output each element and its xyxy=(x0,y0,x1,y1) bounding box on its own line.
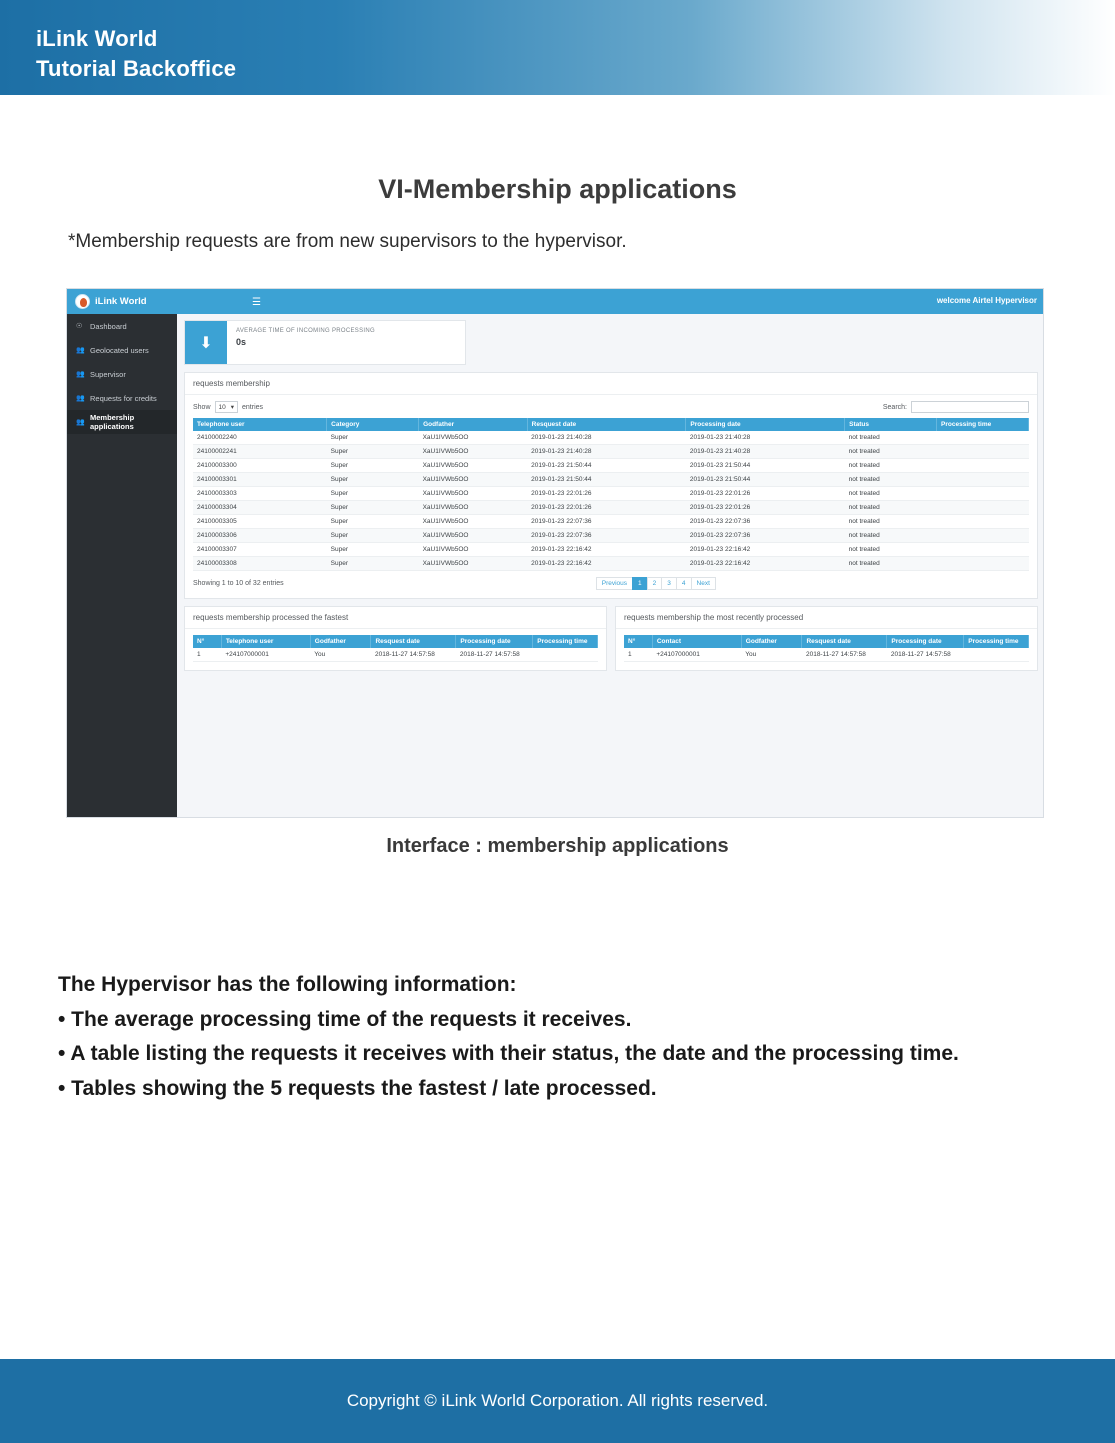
table-header-row xyxy=(624,635,1029,648)
pagination-previous[interactable]: Previous xyxy=(596,577,633,590)
cell-godfather: XaU1IVWb5OO xyxy=(419,431,528,445)
table-row[interactable] xyxy=(624,648,1029,662)
cell-category: Super xyxy=(327,431,419,445)
bullet-item: • Tables showing the 5 requests the fastest / late processed. xyxy=(58,1076,657,1100)
cell-category: Super xyxy=(327,473,419,487)
secondary-panels xyxy=(184,606,1038,678)
app-topbar xyxy=(67,289,1044,314)
entries-label: entries xyxy=(242,403,264,411)
column-header[interactable]: N° xyxy=(624,635,652,648)
cell-telephone-user: 24100003301 xyxy=(193,473,327,487)
column-header[interactable]: Category xyxy=(327,418,419,431)
cell-processing-time xyxy=(937,473,1029,487)
pagination-page-3[interactable]: 3 xyxy=(661,577,677,590)
users-icon: 👥 xyxy=(76,371,85,378)
table-row[interactable] xyxy=(193,515,1029,529)
chevron-down-icon: ▾ xyxy=(230,404,235,411)
cell-processing-time xyxy=(937,501,1029,515)
cell-category: Super xyxy=(327,501,419,515)
cell-request-date: 2019-01-23 22:07:36 xyxy=(527,515,686,529)
cell-processing-date: 2019-01-23 22:07:36 xyxy=(686,515,845,529)
cell-telephone-user: 24100003300 xyxy=(193,459,327,473)
fastest-processed-table xyxy=(193,635,598,662)
page-header-band xyxy=(0,0,1115,95)
search-label: Search: xyxy=(882,403,907,411)
cell-processing-time xyxy=(964,648,1029,662)
cell-category: Super xyxy=(327,445,419,459)
cell-processing-date: 2019-01-23 22:01:26 xyxy=(686,487,845,501)
cell-request-date: 2019-01-23 22:16:42 xyxy=(527,557,686,571)
download-arrow-icon: ⬇ xyxy=(185,321,227,364)
table-row[interactable] xyxy=(193,473,1029,487)
users-icon: 👥 xyxy=(76,419,85,426)
cell-request-date: 2018-11-27 14:57:58 xyxy=(802,648,887,662)
table-row[interactable] xyxy=(193,648,598,662)
show-label: Show xyxy=(193,403,211,411)
table-footer xyxy=(193,577,1029,590)
sidebar-item-dashboard[interactable] xyxy=(67,314,177,338)
cell-processing-time xyxy=(937,459,1029,473)
cell-godfather: XaU1IVWb5OO xyxy=(419,445,528,459)
table-header-row xyxy=(193,635,598,648)
cell-telephone-user: 24100003307 xyxy=(193,543,327,557)
app-content xyxy=(177,314,1044,818)
panel-title: requests membership the most recently processed xyxy=(616,607,1037,629)
cell-godfather: XaU1IVWb5OO xyxy=(419,543,528,557)
cell-category: Super xyxy=(327,529,419,543)
cell-processing-date: 2019-01-23 21:40:28 xyxy=(686,431,845,445)
brand-line-2: Tutorial Backoffice xyxy=(36,55,237,81)
cell-telephone-user: 24100002241 xyxy=(193,445,327,459)
search-input[interactable] xyxy=(911,401,1029,413)
cell-godfather: XaU1IVWb5OO xyxy=(419,557,528,571)
information-list xyxy=(58,968,1068,1107)
cell-godfather: XaU1IVWb5OO xyxy=(419,473,528,487)
gauge-icon: ☉ xyxy=(76,323,83,330)
cell-status: not treated xyxy=(845,473,937,487)
cell-processing-date: 2019-01-23 22:16:42 xyxy=(686,543,845,557)
column-header[interactable]: Resquest date xyxy=(371,635,456,648)
cell-godfather: XaU1IVWb5OO xyxy=(419,487,528,501)
cell-status: not treated xyxy=(845,543,937,557)
panel-title: requests membership processed the fastest xyxy=(185,607,606,629)
cell-godfather: XaU1IVWb5OO xyxy=(419,501,528,515)
menu-toggle-icon[interactable]: ☰ xyxy=(252,297,261,308)
cell-category: Super xyxy=(327,515,419,529)
penguin-logo-icon xyxy=(75,294,90,309)
cell-godfather: XaU1IVWb5OO xyxy=(419,459,528,473)
column-header[interactable]: Processing time xyxy=(533,635,598,648)
kpi-value: 0s xyxy=(236,337,247,347)
cell-request-date: 2019-01-23 21:50:44 xyxy=(527,459,686,473)
cell-godfather: You xyxy=(310,648,371,662)
cell-processing-date: 2019-01-23 21:50:44 xyxy=(686,473,845,487)
pagination xyxy=(597,577,716,590)
cell-telephone-user: 24100003303 xyxy=(193,487,327,501)
table-row[interactable] xyxy=(193,543,1029,557)
cell-processing-time xyxy=(937,529,1029,543)
users-icon: 👥 xyxy=(76,395,85,402)
panel-title: requests membership xyxy=(185,373,1037,395)
cell-telephone-user: +24107000001 xyxy=(221,648,310,662)
requests-membership-panel xyxy=(184,372,1038,599)
sidebar-item-label: Supervisor xyxy=(90,369,126,379)
bullet-item: • The average processing time of the requests it receives. xyxy=(58,1007,632,1031)
page-title: VI-Membership applications xyxy=(378,174,737,204)
cell-status: not treated xyxy=(845,459,937,473)
app-logo[interactable] xyxy=(67,289,177,314)
page-note: *Membership requests are from new supervisors to the hypervisor. xyxy=(68,231,627,252)
cell-processing-date: 2018-11-27 14:57:58 xyxy=(456,648,533,662)
cell-telephone-user: 24100002240 xyxy=(193,431,327,445)
column-header[interactable]: Processing time xyxy=(964,635,1029,648)
recently-processed-panel xyxy=(615,606,1038,671)
app-logo-label: iLink World xyxy=(95,296,147,307)
cell-status: not treated xyxy=(845,487,937,501)
column-header[interactable]: Godfather xyxy=(419,418,528,431)
table-controls xyxy=(193,401,1029,413)
cell-index: 1 xyxy=(624,648,652,662)
table-row[interactable] xyxy=(193,445,1029,459)
column-header[interactable]: Telephone user xyxy=(193,418,327,431)
sidebar-item-label: Requests for credits xyxy=(90,393,157,403)
cell-processing-date: 2019-01-23 21:50:44 xyxy=(686,459,845,473)
entries-info: Showing 1 to 10 of 32 entries xyxy=(193,580,284,587)
column-header[interactable]: Resquest date xyxy=(527,418,686,431)
page-footer xyxy=(0,1359,1115,1443)
cell-category: Super xyxy=(327,487,419,501)
column-header[interactable]: Resquest date xyxy=(802,635,887,648)
cell-processing-time xyxy=(937,543,1029,557)
sidebar-item-label: Membership applications xyxy=(90,413,135,431)
cell-processing-time xyxy=(937,431,1029,445)
sidebar-item-supervisor[interactable] xyxy=(67,362,177,386)
cell-processing-date: 2019-01-23 22:16:42 xyxy=(686,557,845,571)
cell-request-date: 2019-01-23 22:07:36 xyxy=(527,529,686,543)
cell-processing-time xyxy=(937,515,1029,529)
bullet-item: • A table listing the requests it receives with their status, the date and the processing time. xyxy=(58,1042,959,1066)
sidebar-item-requests-for-credits[interactable] xyxy=(67,386,177,410)
welcome-label: welcome Airtel Hypervisor xyxy=(936,296,1037,305)
cell-telephone-user: 24100003306 xyxy=(193,529,327,543)
table-header-row xyxy=(193,418,1029,431)
app-sidebar xyxy=(67,314,177,818)
column-header[interactable]: Processing date xyxy=(456,635,533,648)
users-icon: 👥 xyxy=(76,347,85,354)
column-header[interactable]: Status xyxy=(845,418,937,431)
cell-telephone-user: 24100003305 xyxy=(193,515,327,529)
requests-membership-table xyxy=(193,418,1029,571)
screenshot-figure xyxy=(66,288,1044,818)
cell-request-date: 2019-01-23 22:16:42 xyxy=(527,543,686,557)
cell-status: not treated xyxy=(845,445,937,459)
pagination-page-1[interactable]: 1 xyxy=(632,577,648,590)
cell-status: not treated xyxy=(845,431,937,445)
sidebar-item-geolocated-users[interactable] xyxy=(67,338,177,362)
cell-processing-date: 2019-01-23 22:07:36 xyxy=(686,529,845,543)
cell-index: 1 xyxy=(193,648,221,662)
cell-contact: +24107000001 xyxy=(652,648,741,662)
cell-processing-time xyxy=(937,487,1029,501)
cell-godfather: XaU1IVWb5OO xyxy=(419,515,528,529)
cell-processing-time xyxy=(937,445,1029,459)
kpi-card-average-processing-time xyxy=(184,320,466,365)
footer-text: Copyright © iLink World Corporation. All rights reserved. xyxy=(346,1391,769,1410)
cell-godfather: You xyxy=(741,648,802,662)
column-header[interactable]: N° xyxy=(193,635,221,648)
cell-request-date: 2018-11-27 14:57:58 xyxy=(371,648,456,662)
table-row[interactable] xyxy=(193,557,1029,571)
brand-title xyxy=(36,24,236,83)
cell-status: not treated xyxy=(845,501,937,515)
column-header[interactable]: Godfather xyxy=(741,635,802,648)
recently-processed-table xyxy=(624,635,1029,662)
column-header[interactable]: Contact xyxy=(652,635,741,648)
cell-processing-time xyxy=(533,648,598,662)
cell-processing-date: 2019-01-23 22:01:26 xyxy=(686,501,845,515)
kpi-label: AVERAGE TIME OF INCOMING PROCESSING xyxy=(236,328,375,334)
column-header[interactable]: Processing date xyxy=(887,635,964,648)
sidebar-item-membership-applications[interactable] xyxy=(67,410,177,434)
cell-status: not treated xyxy=(845,515,937,529)
table-row[interactable] xyxy=(193,431,1029,445)
cell-request-date: 2019-01-23 22:01:26 xyxy=(527,487,686,501)
cell-godfather: XaU1IVWb5OO xyxy=(419,529,528,543)
intro-line: The Hypervisor has the following information: xyxy=(58,973,517,996)
cell-processing-time xyxy=(937,557,1029,571)
column-header[interactable]: Telephone user xyxy=(221,635,310,648)
cell-status: not treated xyxy=(845,557,937,571)
page-size-value: 10 xyxy=(218,403,226,411)
cell-category: Super xyxy=(327,459,419,473)
column-header[interactable]: Godfather xyxy=(310,635,371,648)
column-header[interactable]: Processing date xyxy=(686,418,845,431)
pagination-page-4[interactable]: 4 xyxy=(676,577,692,590)
table-row[interactable] xyxy=(193,529,1029,543)
table-row[interactable] xyxy=(193,487,1029,501)
cell-telephone-user: 24100003304 xyxy=(193,501,327,515)
sidebar-item-label: Dashboard xyxy=(90,321,127,331)
cell-processing-date: 2018-11-27 14:57:58 xyxy=(887,648,964,662)
page-size-select[interactable] xyxy=(215,401,239,413)
pagination-page-2[interactable]: 2 xyxy=(647,577,663,590)
cell-category: Super xyxy=(327,557,419,571)
sidebar-item-label: Geolocated users xyxy=(90,345,149,355)
cell-request-date: 2019-01-23 21:50:44 xyxy=(527,473,686,487)
brand-line-1: iLink World xyxy=(36,26,158,51)
cell-category: Super xyxy=(327,543,419,557)
table-row[interactable] xyxy=(193,459,1029,473)
cell-request-date: 2019-01-23 21:40:28 xyxy=(527,431,686,445)
fastest-processed-panel xyxy=(184,606,607,671)
cell-request-date: 2019-01-23 21:40:28 xyxy=(527,445,686,459)
figure-caption: Interface : membership applications xyxy=(386,835,729,857)
cell-request-date: 2019-01-23 22:01:26 xyxy=(527,501,686,515)
pagination-next[interactable]: Next xyxy=(691,577,716,590)
column-header[interactable]: Processing time xyxy=(937,418,1029,431)
cell-telephone-user: 24100003308 xyxy=(193,557,327,571)
table-row[interactable] xyxy=(193,501,1029,515)
cell-status: not treated xyxy=(845,529,937,543)
cell-processing-date: 2019-01-23 21:40:28 xyxy=(686,445,845,459)
